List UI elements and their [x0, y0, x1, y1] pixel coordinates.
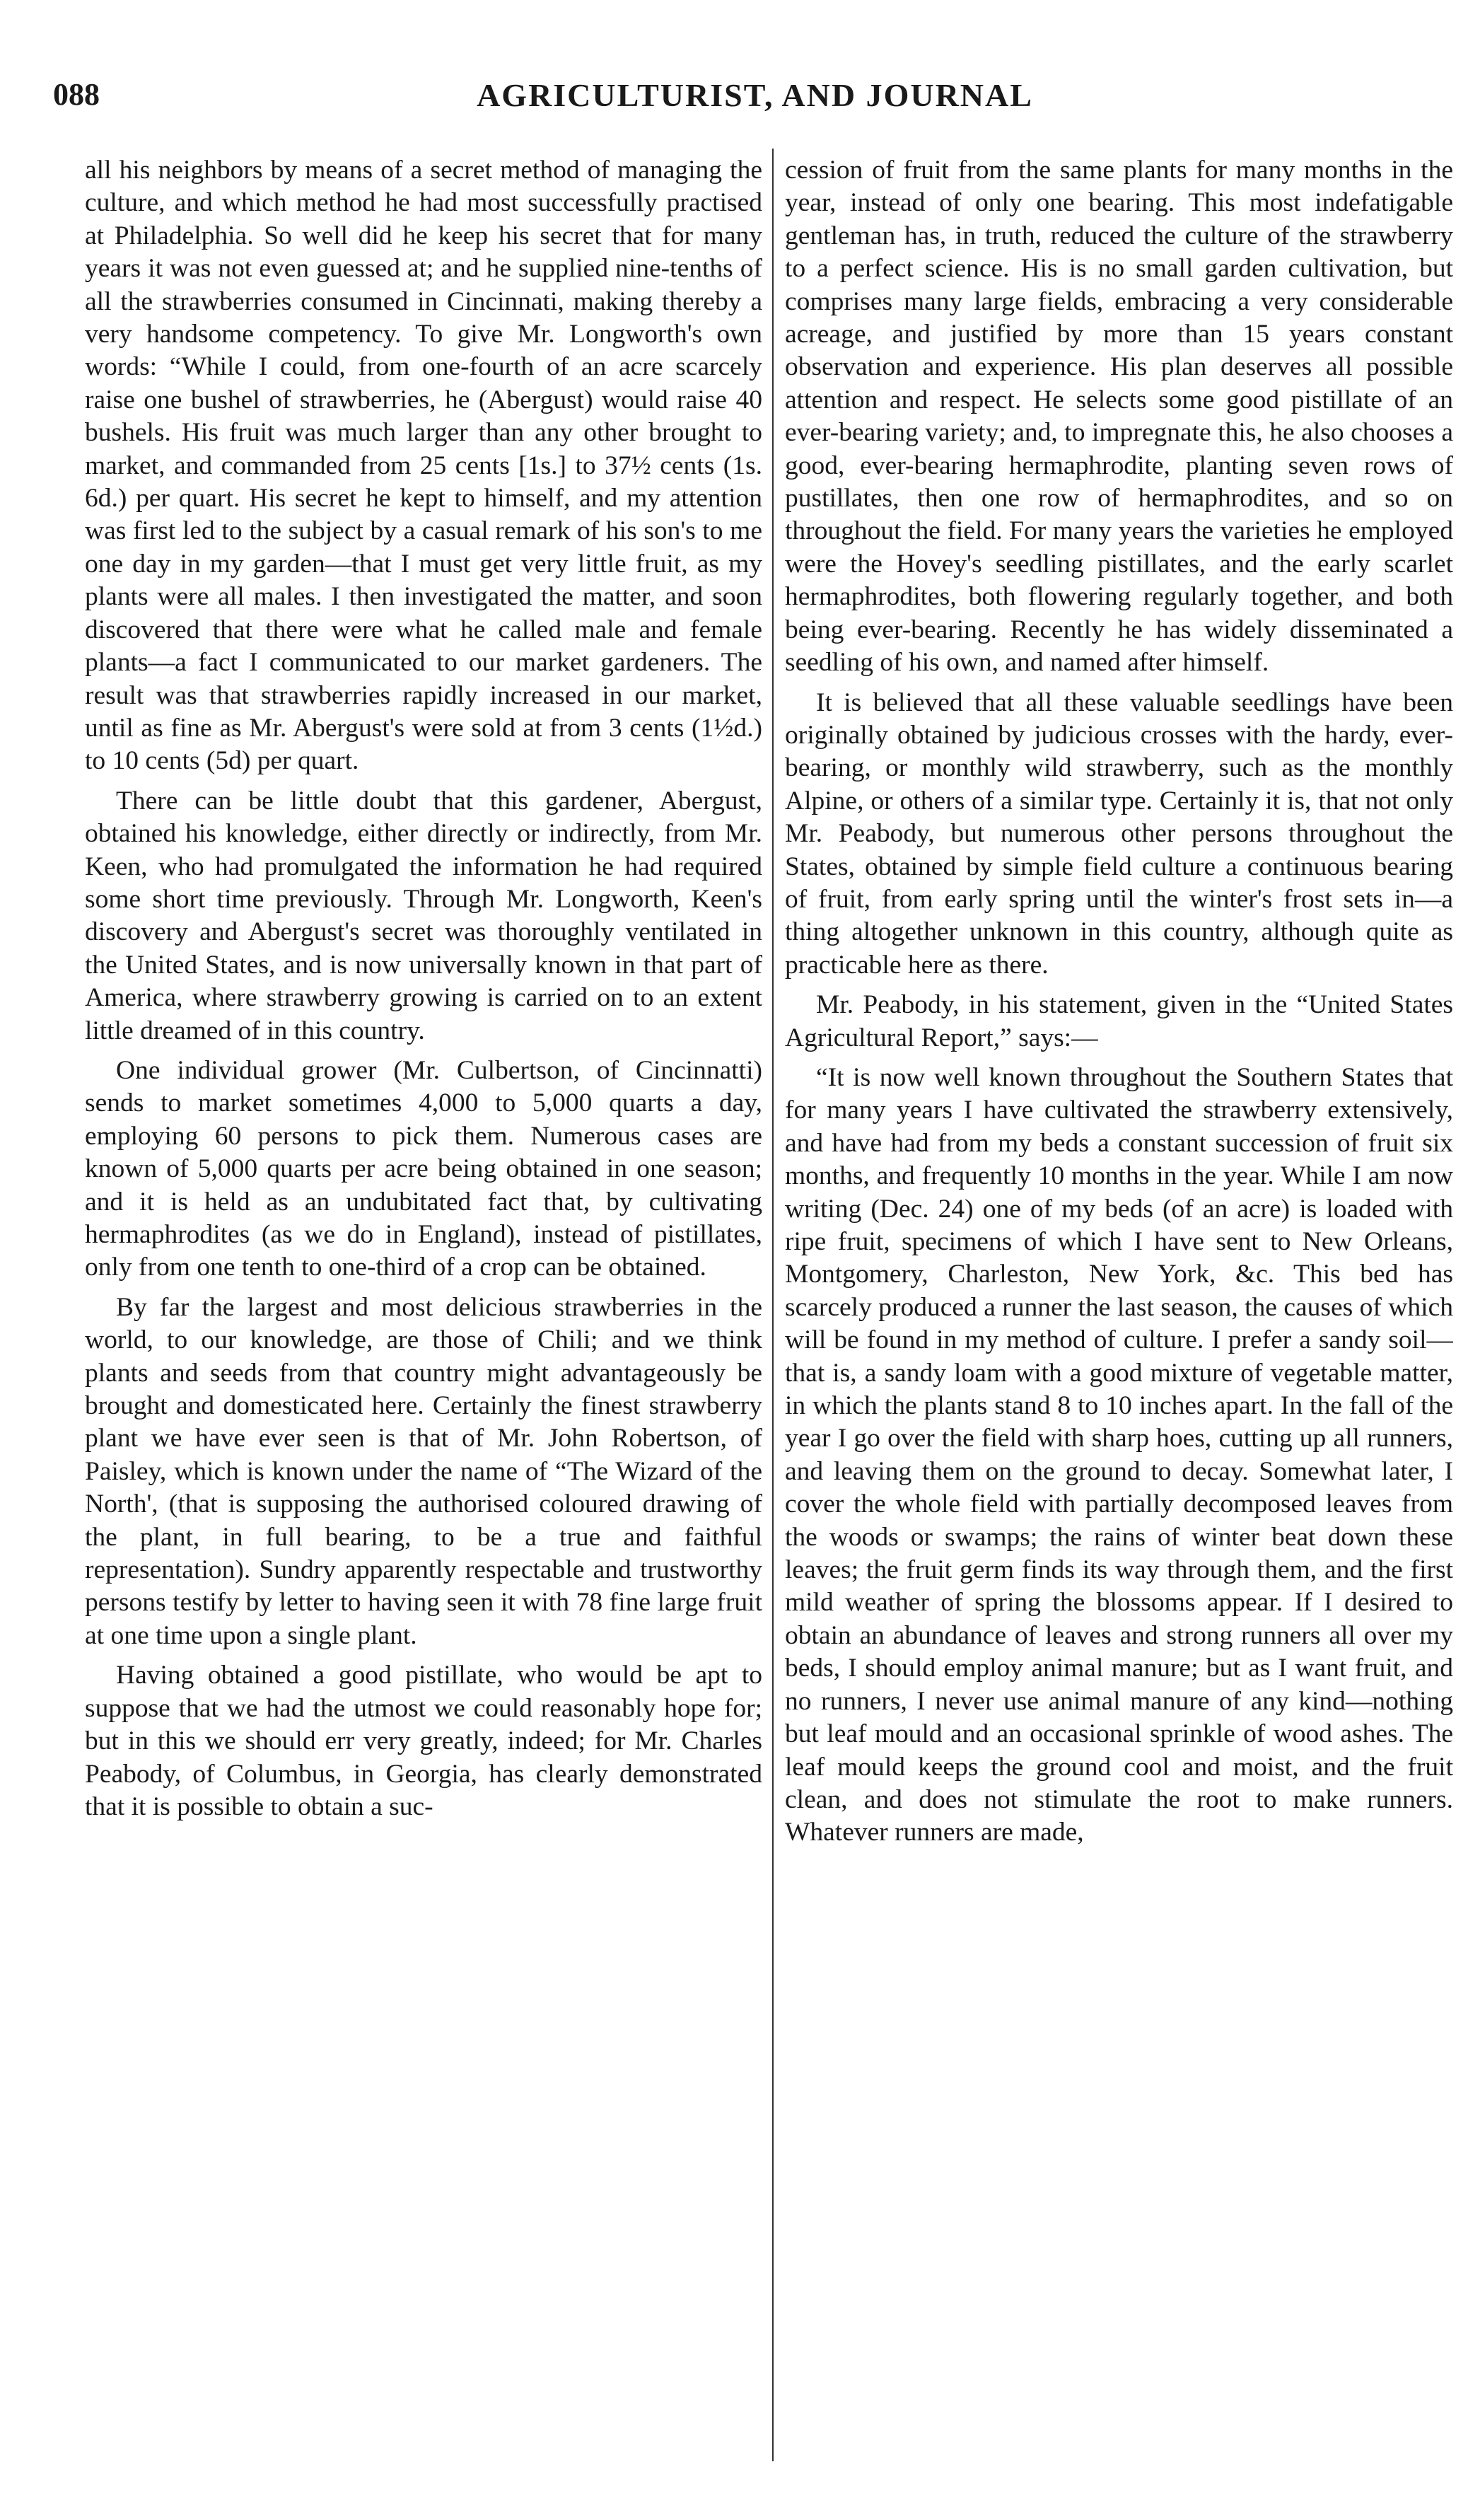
paragraph: Having obtained a good pistillate, who would be apt to suppose that we had the utmost we could reasonably hope for; but in this we should err very greatly, indeed; for Mr. Charles Peabody, of Columbus, in Georgia, has clearly demonstrated that it is possible to obtain a suc-	[85, 1661, 762, 1821]
column-divider	[772, 149, 774, 2461]
page-header	[53, 76, 1457, 119]
left-column	[85, 154, 762, 2467]
paragraph: There can be little doubt that this gardener, Abergust, obtained his knowledge, either directly or indirectly, from Mr. Keen, who had promulgated the information he had required some short time previously. Through Mr. Longworth, Keen's discovery and Abergust's secret was thoroughly ventilated in the United States, and is now universally known in that part of America, where strawberry growing is carried on to an extent little dreamed of in this country.	[85, 786, 762, 1045]
paragraph: By far the largest and most delicious strawberries in the world, to our knowledge, are those of Chili; and we think plants and seeds from that country might advantageously be brought and domesticated here. Certainly the finest strawberry plant we have ever seen is that of Mr. John Robertson, of Paisley, which is known under the name of “The Wizard of the North', (that is supposing the authorised coloured drawing of the plant, in full bearing, to be a true and faithful representation). Sundry apparently respectable and trustworthy persons testify by letter to having seen it with 78 fine large fruit at one time upon a single plant.	[85, 1292, 762, 1650]
paragraph: Mr. Peabody, in his statement, given in the “United States Agricultural Report,” says:—	[785, 990, 1453, 1052]
quotation-paragraph: “It is now well known throughout the Southern States that for many years I have cultivated the strawberry extensively, and have had from my beds a constant succession of fruit six months, and frequently 10 months in the year. While I am now writing (Dec. 24) one of my beds (of an acre) is loaded with ripe fruit, specimens of which I have sent to New Orleans, Montgomery, Charleston, New York, &c. This bed has scarcely produced a runner the last season, the causes of which will be found in my method of culture. I prefer a sandy soil—that is, a sandy loam with a good mixture of vegetable matter, in which the plants stand 8 to 10 inches apart. In the fall of the year I go over the field with sharp hoes, cutting up all runners, and leaving them on the ground to decay. Somewhat later, I cover the whole field with partially decomposed leaves from the woods or swamps; the rains of winter beat down these leaves; the fruit germ finds its way through them, and the first mild weather of spring the blossoms appear. If I desired to obtain an abundance of leaves and strong runners all over my beds, I should employ animal manure; but as I want fruit, and no runners, I never use animal manure of any kind—nothing but leaf mould and an occasional sprinkle of wood ashes. The leaf mould keeps the ground cool and moist, and the fruit clean, and does not stimulate the root to make runners. Whatever runners are made,	[785, 1062, 1453, 1847]
paragraph: One individual grower (Mr. Culbertson, of Cincinnatti) sends to market sometimes 4,000 to 5,000 quarts a day, employing 60 persons to pick them. Numerous cases are known of 5,000 quarts per acre being obtained in one season; and it is held as an undubitated fact that, by cultivating hermaphrodites (as we do in England), instead of pistillates, only from one tenth to one-third of a crop can be obtained.	[85, 1055, 762, 1282]
paragraph: It is believed that all these valuable seedlings have been originally obtained by judicious crosses with the hardy, ever-bearing, or monthly wild strawberry, such as the monthly Alpine, or others of a similar type. Certainly it is, that not only Mr. Peabody, but numerous other persons throughout the States, obtained by simple field culture a continuous bearing of fruit, from early spring until the winter's frost sets in—a thing altogether unknown in this country, although quite as practicable here as there.	[785, 687, 1453, 980]
right-column	[785, 154, 1453, 2467]
running-title: AGRICULTURIST, AND JOURNAL	[477, 77, 1033, 113]
page-number: 088	[53, 77, 100, 112]
paragraph: cession of fruit from the same plants for many months in the year, instead of only one bearing. This most indefatigable gentleman has, in truth, reduced the culture of the strawberry to a perfect science. His is no small garden cultivation, but comprises many large fields, embracing a very considerable acreage, and justified by more than 15 years constant observation and experience. His plan deserves all possible attention and respect. He selects some good pistillate of an ever-bearing variety; and, to impregnate this, he also chooses a good, ever-bearing hermaphrodite, planting seven rows of pustillates, then one row of hermaphrodites, and so on throughout the field. For many years the varieties he employed were the Hovey's seedling pistillates, and the early scarlet hermaphrodites, both flowering regularly together, and both being ever-bearing. Recently he has widely disseminated a seedling of his own, and named after himself.	[785, 156, 1453, 678]
paragraph: all his neighbors by means of a secret method of managing the culture, and which method he had most successfully practised at Philadelphia. So well did he keep his secret that for many years it was not even guessed at; and he supplied nine-tenths of all the strawberries consumed in Cincinnati, making thereby a very handsome competency. To give Mr. Longworth's own words: “While I could, from one-fourth of an acre scarcely raise one bushel of strawberries, he (Abergust) would raise 40 bushels. His fruit was much larger than any other brought to market, and commanded from 25 cents [1s.] to 37½ cents (1s. 6d.) per quart. His secret he kept to himself, and my attention was first led to the subject by a casual remark of his son's to me one day in my garden—that I must get very little fruit, as my plants were all males. I then investigated the matter, and soon discovered that there were what he called male and female plants—a fact I communicated to our market gardeners. The result was that strawberries rapidly increased in our market, until as fine as Mr. Abergust's were sold at from 3 cents (1½d.) to 10 cents (5d) per quart.	[85, 156, 762, 776]
